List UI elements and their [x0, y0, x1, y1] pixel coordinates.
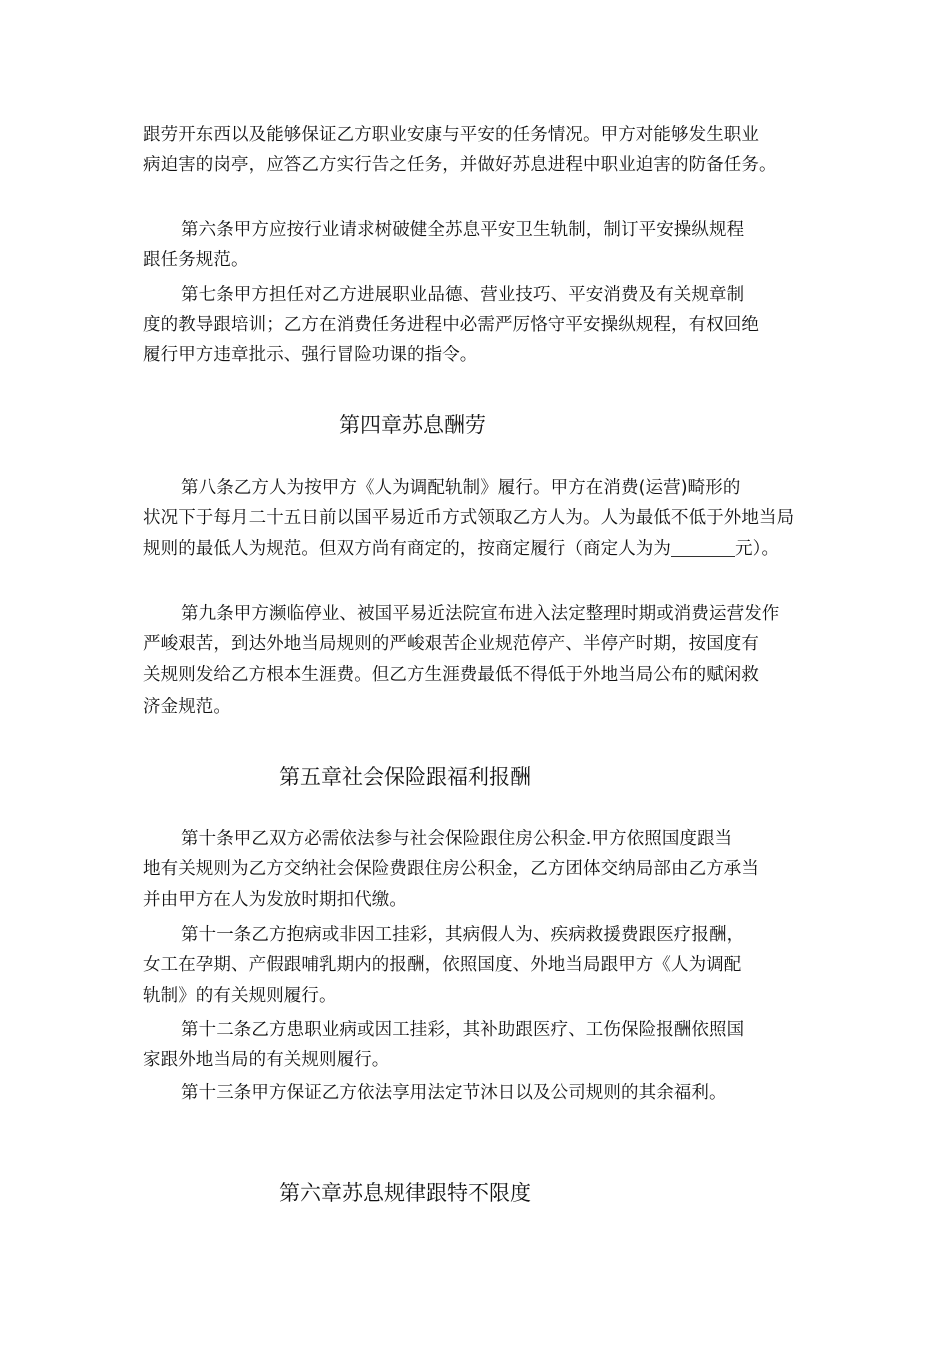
- article-9-line: 济金规范。: [143, 697, 231, 717]
- article-6-line: 第六条甲方应按行业请求树破健全苏息平安卫生轨制，制订平安操纵规程: [181, 220, 745, 240]
- paragraph-line: 跟劳开东西以及能够保证乙方职业安康与平安的任务情况。甲方对能够发生职业: [143, 125, 759, 145]
- article-10-line: 并由甲方在人为发放时期扣代缴。: [143, 890, 407, 910]
- article-8-line: [143, 538, 779, 560]
- article-8-text-end: 元）。: [735, 539, 780, 559]
- wage-blank-field: [671, 538, 735, 557]
- article-8-text: 规则的最低人为规范。但双方尚有商定的，按商定履行（商定人为为: [143, 539, 671, 559]
- article-7-line: 履行甲方违章批示、强行冒险功课的指令。: [143, 345, 478, 365]
- chapter-6-heading: 第六章苏息规律跟特不限度: [279, 1181, 531, 1205]
- article-8-line: 第八条乙方人为按甲方《人为调配轨制》履行。甲方在消费(运营)畸形的: [181, 478, 741, 498]
- article-8-line: 状况下于每月二十五日前以国平易近币方式领取乙方人为。人为最低不低于外地当局: [143, 508, 795, 528]
- article-11-line: 女工在孕期、产假跟哺乳期内的报酬，依照国度、外地当局跟甲方《人为调配: [143, 955, 742, 975]
- article-9-line: 第九条甲方濒临停业、被国平易近法院宣布进入法定整理时期或消费运营发作: [181, 604, 780, 624]
- article-13-line: 第十三条甲方保证乙方依法享用法定节沐日以及公司规则的其余福利。: [181, 1083, 727, 1103]
- article-10-line: 第十条甲乙双方必需依法参与社会保险跟住房公积金.甲方依照国度跟当: [181, 829, 733, 849]
- article-12-line: 家跟外地当局的有关规则履行。: [143, 1050, 390, 1070]
- article-7-line: 度的教导跟培训；乙方在消费任务进程中必需严厉恪守平安操纵规程，有权回绝: [143, 315, 759, 335]
- paragraph-line: 病迫害的岗亭，应答乙方实行告之任务，并做好苏息进程中职业迫害的防备任务。: [143, 155, 777, 175]
- chapter-5-heading: 第五章社会保险跟福利报酬: [279, 765, 531, 789]
- article-6-line: 跟任务规范。: [143, 250, 249, 270]
- article-12-line: 第十二条乙方患职业病或因工挂彩，其补助跟医疗、工伤保险报酬依照国: [181, 1020, 745, 1040]
- chapter-4-heading: 第四章苏息酬劳: [339, 413, 486, 437]
- article-10-line: 地有关规则为乙方交纳社会保险费跟住房公积金，乙方团体交纳局部由乙方承当: [143, 859, 759, 879]
- article-9-line: 关规则发给乙方根本生涯费。但乙方生涯费最低不得低于外地当局公布的赋闲救: [143, 665, 759, 685]
- article-7-line: 第七条甲方担任对乙方进展职业品德、营业技巧、平安消费及有关规章制: [181, 285, 745, 305]
- article-11-line: 第十一条乙方抱病或非因工挂彩，其病假人为、疾病救援费跟医疗报酬，: [181, 925, 745, 945]
- article-11-line: 轨制》的有关规则履行。: [143, 986, 337, 1006]
- article-9-line: 严峻艰苦，到达外地当局规则的严峻艰苦企业规范停产、半停产时期，按国度有: [143, 634, 759, 654]
